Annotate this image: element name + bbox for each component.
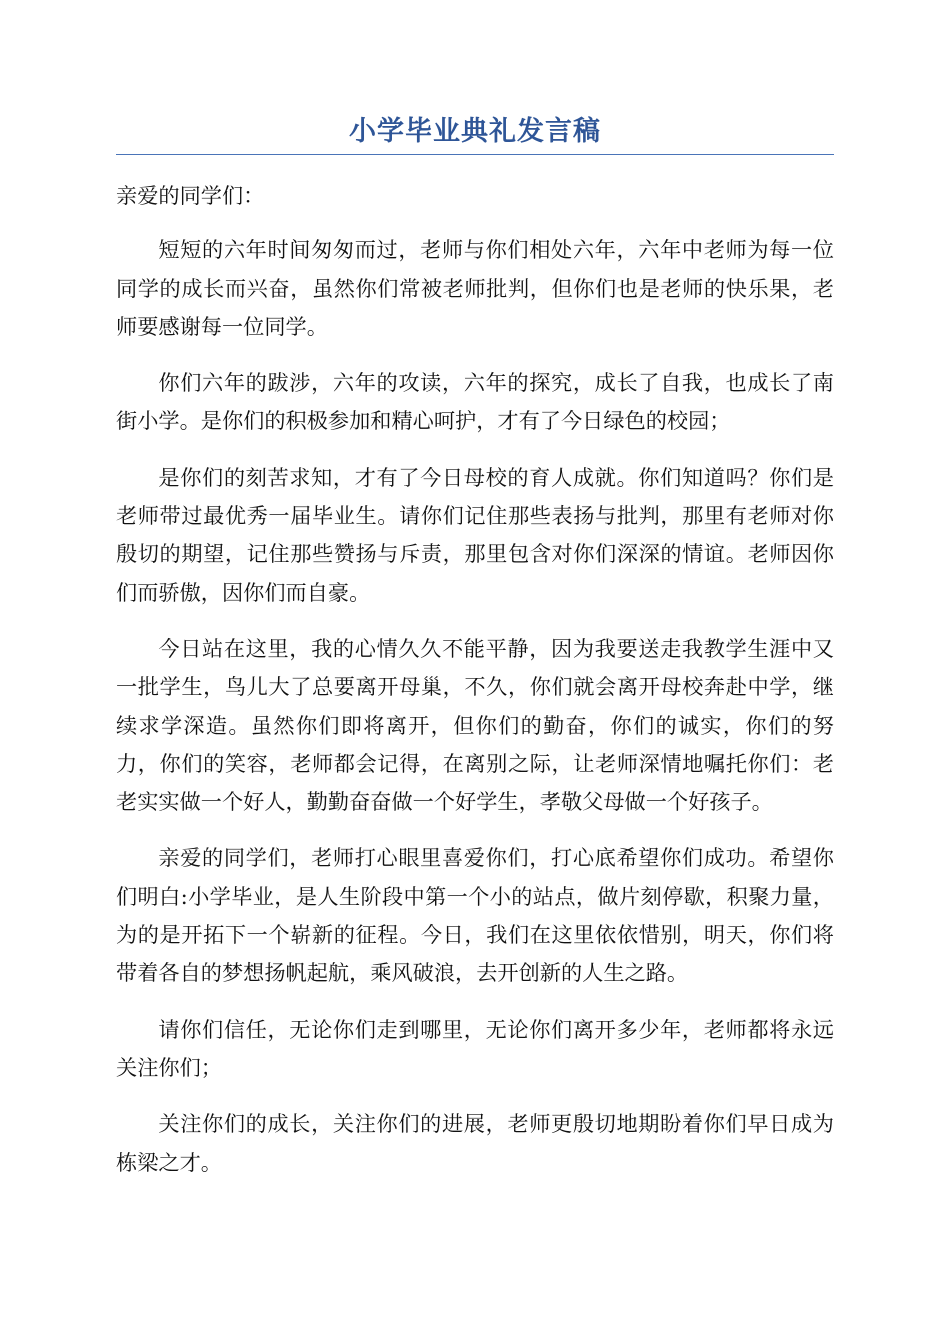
paragraph-7: 关注你们的成长，关注你们的进展，老师更殷切地期盼着你们早日成为栋梁之才。 xyxy=(116,1111,834,1175)
paragraph-3: 是你们的刻苦求知，才有了今日母校的育人成就。你们知道吗？你们是老师带过最优秀一届毕业生。请你们记住那些表扬与批判，那里有老师对你殷切的期望，记住那些赞扬与斥责，那里包含对你们深深的情谊。老师因你们而骄傲，因你们而自豪。 xyxy=(116,464,834,605)
paragraph-1: 短短的六年时间匆匆而过，老师与你们相处六年，六年中老师为每一位同学的成长而兴奋，虽然你们常被老师批判，但你们也是老师的快乐果，老师要感谢每一位同学。 xyxy=(116,237,834,339)
paragraph-6: 请你们信任，无论你们走到哪里，无论你们离开多少年，老师都将永远关注你们； xyxy=(116,1016,834,1080)
salutation: 亲爱的同学们： xyxy=(116,183,265,208)
paragraph-4: 今日站在这里，我的心情久久不能平静，因为我要送走我教学生涯中又一批学生，鸟儿大了总要离开母巢，不久，你们就会离开母校奔赴中学，继续求学深造。虽然你们即将离开，但你们的勤奋，你们的诚实，你们的努力，你们的笑容，老师都会记得，在离别之际，让老师深情地嘱托你们：老老实实做一个好人，勤勤奋奋做一个好学生，孝敬父母做一个好孩子。 xyxy=(116,635,834,815)
paragraph-2: 你们六年的跋涉，六年的攻读，六年的探究，成长了自我，也成长了南街小学。是你们的积极参加和精心呵护，才有了今日绿色的校园； xyxy=(116,370,834,434)
title-underline xyxy=(116,154,834,155)
document-title: 小学毕业典礼发言稿 xyxy=(349,116,601,147)
document-page xyxy=(116,112,834,1200)
paragraph-5: 亲爱的同学们，老师打心眼里喜爱你们，打心底希望你们成功。希望你们明白:小学毕业，是人生阶段中第一个小的站点，做片刻停歇，积聚力量，为的是开拓下一个崭新的征程。今日，我们在这里依依惜别，明天，你们将带着各自的梦想扬帆起航，乘风破浪，去开创新的人生之路。 xyxy=(116,845,834,986)
